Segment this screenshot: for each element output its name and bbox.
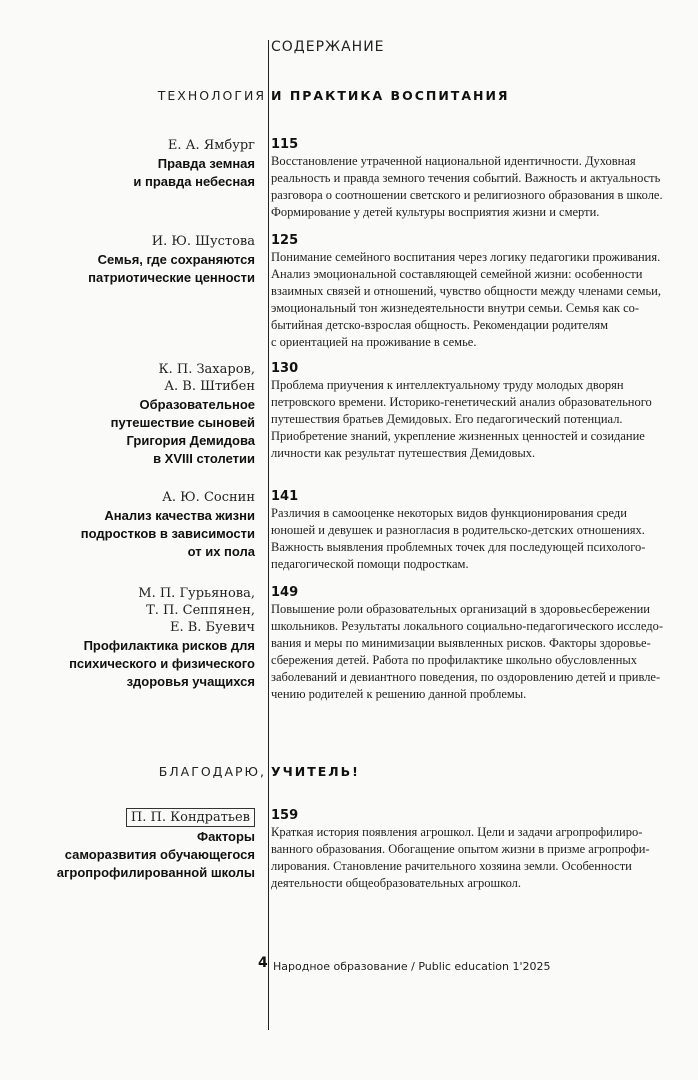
page-number-link[interactable]: 130 (271, 361, 299, 376)
abstract-line: бытийная детско-взрослая общность. Рекомендации родителям (271, 318, 609, 332)
article-title-line: Профилактика рисков для (83, 638, 255, 653)
article-meta (15, 233, 255, 286)
article-meta (15, 808, 255, 881)
footer-journal: Народное образование / Public education 1'2025 (273, 960, 551, 973)
article-title-line: в XVIII столетии (153, 451, 255, 466)
section-heading-left: ТЕХНОЛОГИЯ (157, 88, 266, 103)
article-author: А. В. Штибен (164, 379, 255, 394)
article-title-line: Факторы (196, 829, 255, 844)
abstract-line: Краткая история появления агрошкол. Цели и задачи агропрофилиро- (271, 825, 643, 839)
abstract-line: ванного образования. Обогащение опытом жизни в призме агропрофи- (271, 842, 650, 856)
page-number-link[interactable]: 159 (271, 808, 299, 823)
article-entry (271, 585, 681, 703)
article-author: М. П. Гурьянова, (138, 586, 255, 601)
abstract-line: Проблема приучения к интеллектуальному труду молодых дворян (271, 378, 624, 392)
abstract-line: Различия в самооценке некоторых видов функционирования среди (271, 506, 627, 520)
abstract-line: с ориентацией на проживание в семье. (271, 335, 477, 349)
abstract-line: школьников. Результаты локального социально-педагогического исследо- (271, 619, 664, 633)
abstract-line: заболеваний и девиантного поведения, по оздоровлению детей и привле- (271, 670, 661, 684)
page-title: СОДЕРЖАНИЕ (271, 39, 385, 55)
abstract-line: Повышение роли образовательных организаций в здоровьесбережении (271, 602, 650, 616)
abstract-line: взаимных связей и отношений, чувство общности между членами семьи, (271, 284, 661, 298)
page-number-link[interactable]: 125 (271, 233, 299, 248)
article-entry (271, 137, 681, 221)
article-author: Т. П. Сеппянен, (146, 603, 255, 618)
abstract-line: разговора о соотношении светского и религиозного образования в школе. (271, 188, 663, 202)
article-title-line: и правда небесная (133, 174, 255, 189)
author-highlight-box: П. П. Кондратьев (126, 808, 255, 827)
article-meta (15, 585, 255, 690)
abstract-line: Анализ эмоциональной составляющей семейной жизни: особенности (271, 267, 643, 281)
abstract-line: лирования. Становление рачительного хозяина земли. Особенности (271, 859, 632, 873)
abstract-line: сбережения детей. Работа по профилактике школьно обусловленных (271, 653, 638, 667)
abstract-line: Понимание семейного воспитания через логику педагогики проживания. (271, 250, 661, 264)
section-heading-left: БЛАГОДАРЮ, (158, 764, 266, 779)
article-author: И. Ю. Шустова (151, 234, 255, 249)
article-author: Е. А. Ямбург (167, 138, 255, 153)
article-title-line: саморазвития обучающегося (64, 847, 255, 862)
article-title-line: психического и физического (69, 656, 255, 671)
article-entry (271, 233, 681, 351)
article-meta (15, 489, 255, 560)
column-divider (268, 40, 269, 1030)
abstract-line: путешествия братьев Демидовых. Его педагогический потенциал. (271, 412, 623, 426)
abstract-line: петровского времени. Историко-генетический анализ образовательного (271, 395, 652, 409)
article-title-line: подростков в зависимости (80, 526, 255, 541)
abstract-line: деятельности общеобразовательных агрошкол. (271, 876, 522, 890)
article-entry (271, 361, 681, 462)
article-meta (15, 361, 255, 467)
article-entry (271, 808, 681, 892)
article-title-line: от их пола (187, 544, 255, 559)
abstract-line: Приобретение знаний, укрепление жизненных ценностей и созидание (271, 429, 645, 443)
abstract-line: эмоциональный тон жизнедеятельности внутри семьи. Семья как со- (271, 301, 640, 315)
article-title-line: здоровья учащихся (126, 674, 255, 689)
abstract-line: педагогической помощи подросткам. (271, 557, 469, 571)
page-number-link[interactable]: 141 (271, 489, 299, 504)
article-entry (271, 489, 681, 573)
article-title-line: патриотические ценности (88, 270, 255, 285)
section-heading-right: И ПРАКТИКА ВОСПИТАНИЯ (271, 88, 510, 103)
article-title-line: Семья, где сохраняются (97, 252, 255, 267)
article-title-line: агропрофилированной школы (56, 865, 255, 880)
page-number-link[interactable]: 149 (271, 585, 299, 600)
article-title-line: путешествие сыновей (110, 415, 255, 430)
abstract-line: чению родителей к решению данной проблемы. (271, 687, 527, 701)
footer-page-number: 4 (258, 955, 268, 971)
article-title-line: Анализ качества жизни (104, 508, 255, 523)
abstract-line: вания и меры по минимизации выявленных рисков. Факторы здоровье- (271, 636, 651, 650)
article-author: А. Ю. Соснин (162, 490, 255, 505)
abstract-line: Формирование у детей культуры восприятия жизни и смерти. (271, 205, 600, 219)
abstract-line: личности как результат путешествия Демидовых. (271, 446, 536, 460)
abstract-line: Восстановление утраченной национальной идентичности. Духовная (271, 154, 636, 168)
abstract-line: юношей и девушек и разногласия в родительско-детских отношениях. (271, 523, 645, 537)
article-author: Е. В. Буевич (169, 620, 255, 635)
article-title-line: Образовательное (139, 397, 255, 412)
article-title-line: Григория Демидова (126, 433, 255, 448)
abstract-line: Важность выявления проблемных точек для последующей психолого- (271, 540, 646, 554)
article-title-line: Правда земная (157, 156, 255, 171)
section-heading-right: УЧИТЕЛЬ! (271, 764, 360, 779)
abstract-line: реальность и правда земного течения событий. Важность и актуальность (271, 171, 661, 185)
article-author (15, 808, 255, 827)
article-meta (15, 137, 255, 190)
article-author: К. П. Захаров, (158, 362, 255, 377)
page-number-link[interactable]: 115 (271, 137, 299, 152)
